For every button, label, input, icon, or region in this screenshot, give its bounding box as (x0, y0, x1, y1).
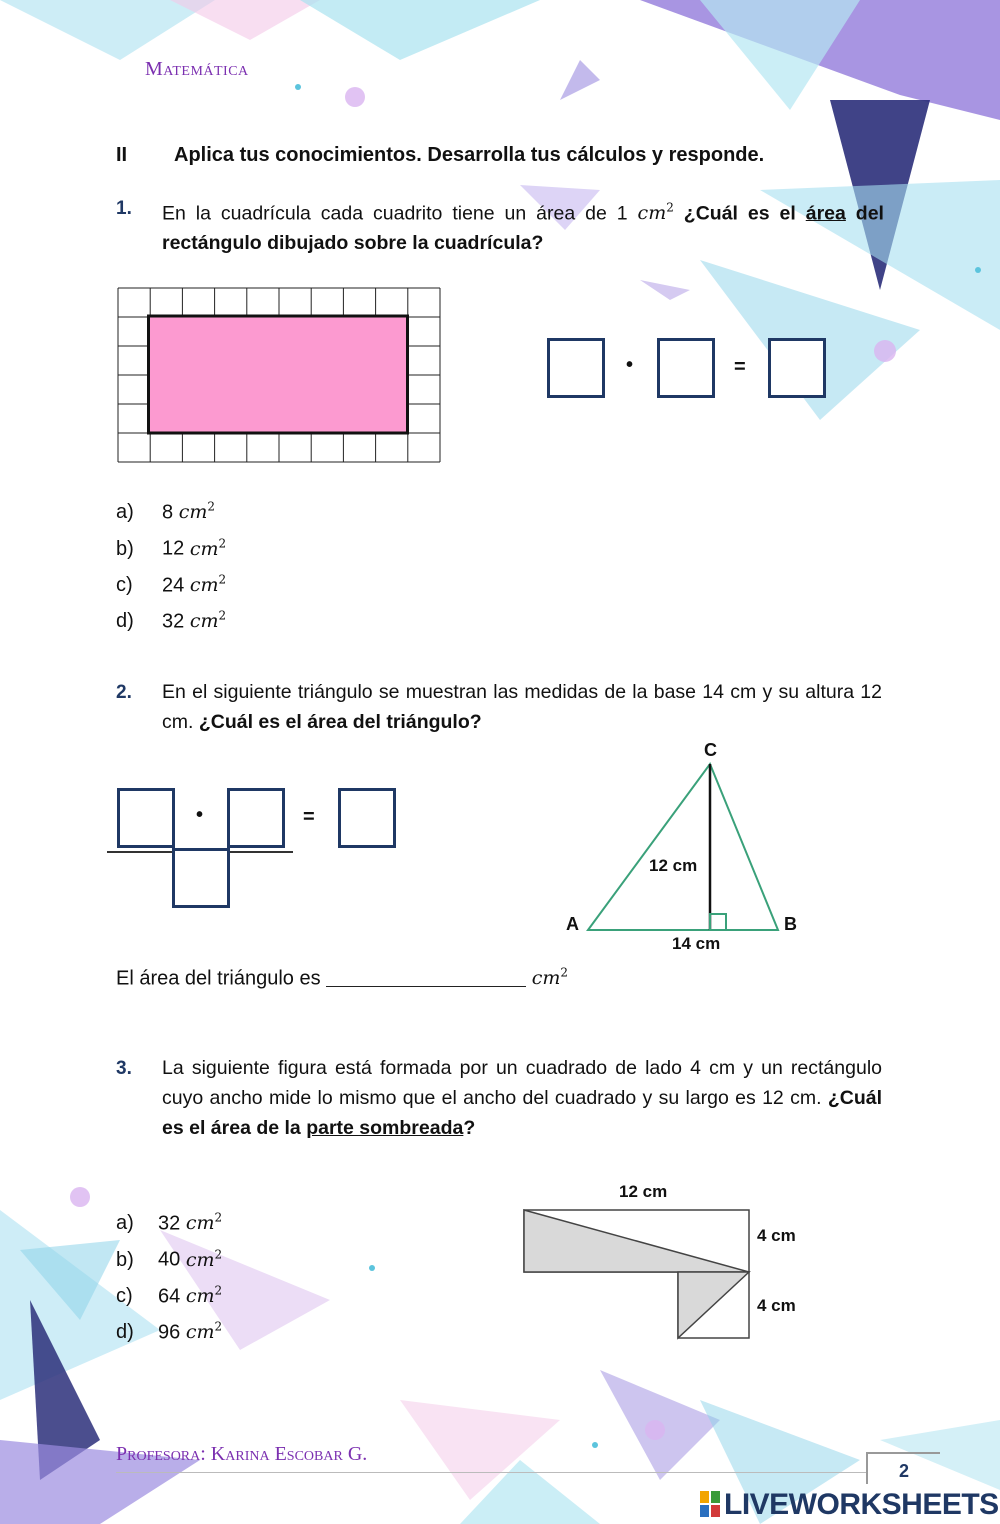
vertex-b-label: B (784, 914, 797, 934)
q2-factor-box-2[interactable] (227, 788, 285, 848)
q2-factor-box-1[interactable] (117, 788, 175, 848)
q1-equals-sign: = (734, 356, 746, 378)
height-label: 12 cm (649, 856, 698, 875)
q3-option-c[interactable]: c) 64 $cm^2$ (116, 1283, 223, 1307)
q1-unit: $cm^2$ (637, 201, 674, 225)
vertex-c-label: C (704, 740, 717, 760)
q2-answer-prefix: El área del triángulo es (116, 967, 321, 990)
q1-question-a: ¿Cuál es el (683, 202, 796, 225)
footer-divider (116, 1472, 866, 1473)
q1-factor-box-2[interactable] (657, 338, 715, 398)
subject-header: Matemática (145, 58, 249, 80)
q2-question: ¿Cuál es el área del triángulo? (198, 711, 482, 733)
q1-options (116, 492, 226, 637)
q1-number: 1. (116, 198, 132, 219)
liveworksheets-brand: LIVEWORKSHEETS (700, 1488, 999, 1522)
figure-top-label: 12 cm (619, 1182, 668, 1201)
q3-option-b[interactable]: b) 40 $cm^2$ (116, 1247, 223, 1271)
q3-text-plain: La siguiente figura está formada por un cuadrado de lado 4 cm y un rectángulo cuyo ancho mide lo mismo que el ancho del cuadrado y su largo es 12 cm. (162, 1057, 882, 1109)
q1-option-c[interactable]: c) 24 $cm^2$ (116, 572, 227, 596)
section-instruction: Aplica tus conocimientos. Desarrolla tus cálculos y responde. (174, 144, 765, 166)
liveworksheets-logo-icon (700, 1491, 720, 1517)
q1-rectangle (149, 316, 408, 433)
q1-result-box[interactable] (768, 338, 826, 398)
q2-result-box[interactable] (338, 788, 396, 848)
q2-triangle-figure (548, 738, 818, 960)
q1-question-b: del rectángulo dibujado sobre la cuadrícula? (162, 202, 884, 255)
vertex-a-label: A (566, 914, 579, 934)
q2-answer-line (116, 966, 568, 990)
q2-divisor-box[interactable] (172, 848, 230, 908)
q1-text-plain: En la cuadrícula cada cuadrito tiene un área de 1 (162, 202, 628, 225)
q2-answer-blank[interactable] (326, 968, 526, 987)
q2-text (162, 677, 882, 737)
q3-options (116, 1203, 222, 1348)
q2-multiply-dot: • (196, 804, 204, 826)
q1-option-d[interactable]: d) 32 $cm^2$ (116, 608, 227, 633)
q3-question-underlined: parte sombreada (306, 1117, 464, 1139)
base-label: 14 cm (672, 934, 721, 953)
q1-multiply-dot: • (626, 354, 634, 376)
q3-shaded-figure (518, 1176, 818, 1344)
q1-grid (116, 286, 442, 464)
q2-number: 2. (116, 682, 132, 703)
q1-factor-box-1[interactable] (547, 338, 605, 398)
q1-question-underlined: área (805, 202, 846, 225)
q3-option-d[interactable]: d) 96 $cm^2$ (116, 1319, 223, 1344)
q2-equals-sign: = (303, 806, 315, 828)
q3-number: 3. (116, 1058, 132, 1079)
teacher-name: Profesora: Karina Escobar G. (116, 1443, 368, 1465)
q3-option-a[interactable]: a) 32 $cm^2$ (116, 1211, 223, 1235)
q3-question-a: ¿Cuál es el área de la (162, 1087, 882, 1139)
page-number: 2 (866, 1452, 940, 1484)
q1-option-a[interactable]: a) 8 $cm^2$ (116, 500, 215, 524)
figure-right-label-2: 4 cm (757, 1296, 796, 1315)
q3-question-b: ? (463, 1117, 476, 1139)
section-number: II (116, 144, 128, 166)
q2-answer-unit: $cm^2$ (531, 966, 569, 990)
q3-text (162, 1053, 882, 1143)
figure-right-label-1: 4 cm (757, 1226, 796, 1245)
q2-text-plain: En el siguiente triángulo se muestran las medidas de la base 14 cm y su altura 12 cm. (162, 681, 882, 733)
q1-option-b[interactable]: b) 12 $cm^2$ (116, 536, 227, 560)
q1-text (162, 193, 884, 258)
